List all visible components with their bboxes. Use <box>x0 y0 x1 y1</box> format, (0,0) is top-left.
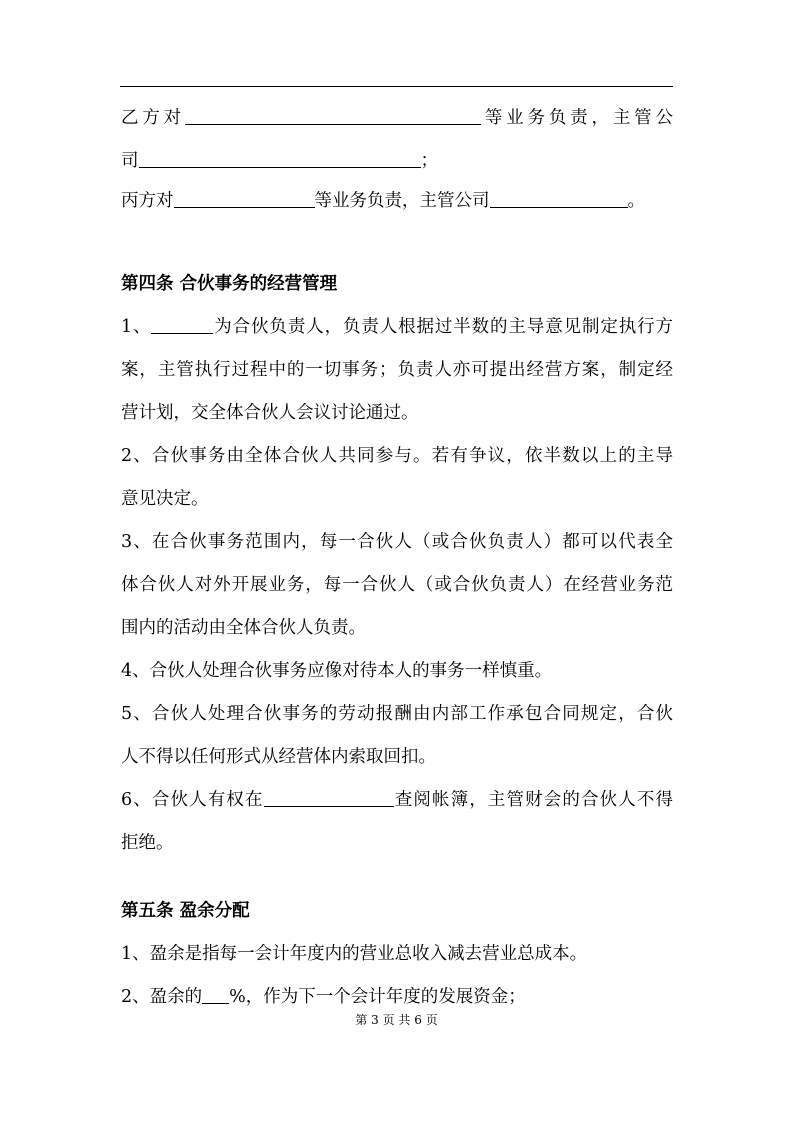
header-rule <box>120 86 673 87</box>
page-footer <box>0 1012 793 1028</box>
party-c-text: 等业务负责，主管公司 <box>314 191 490 211</box>
semicolon: ； <box>420 151 438 171</box>
period: 。 <box>627 191 645 211</box>
party-b-line <box>121 103 673 133</box>
clause-4-p3-line-3: 围内的活动由全体合伙人负责。 <box>121 618 366 638</box>
footer-label-2: 页 共 <box>382 1013 411 1027</box>
party-b-label: 乙方对 <box>121 108 185 128</box>
clause-4-p1-text: 为合伙负责人，负责人根据过半数的主导意见制定执行方 <box>213 317 673 337</box>
clause-4-p1-line-1 <box>121 312 673 342</box>
party-c-company-blank[interactable] <box>490 187 628 208</box>
clause-5-p2-text-a: 2、盈余的 <box>121 987 203 1007</box>
clause-5-p2-text-b: %，作为下一个会计年度的发展资金； <box>229 987 526 1007</box>
item-number: 1、 <box>121 317 152 337</box>
party-c-label: 丙方对 <box>121 191 174 211</box>
party-b-text: 等业务负责，主管公 <box>481 108 673 128</box>
clause-4-p4: 4、合伙人处理合伙事务应像对待本人的事务一样慎重。 <box>121 661 553 681</box>
footer-label-1: 第 <box>355 1013 368 1027</box>
clause-4-p6-line-1 <box>121 785 673 815</box>
surplus-percent-blank[interactable] <box>202 983 229 1004</box>
clause-4-p6-text-a: 6、合伙人有权在 <box>121 790 264 810</box>
party-b-company-blank[interactable] <box>139 147 421 168</box>
clause-4-p6-line-2: 拒绝。 <box>121 833 174 853</box>
clause-4-p6-text-b: 查阅帐簿，主管财会的合伙人不得 <box>393 790 674 810</box>
clause-4-p1-line-2: 案，主管执行过程中的一切事务；负责人亦可提出经营方案，制定经 <box>121 360 673 380</box>
party-c-business-blank[interactable] <box>174 187 315 208</box>
clause-5-p1: 1、盈余是指每一会计年度内的营业总收入减去营业总成本。 <box>121 944 588 964</box>
footer-label-3: 页 <box>425 1013 438 1027</box>
clause-4-p5-line-2: 人不得以任何形式从经营体内索取回扣。 <box>121 747 436 767</box>
clause-4-p3-line-1: 3、在合伙事务范围内，每一合伙人（或合伙负责人）都可以代表全 <box>121 532 673 552</box>
total-pages-number: 6 <box>414 1013 422 1027</box>
clause-4-p1-line-3: 营计划，交全体合伙人会议讨论通过。 <box>121 403 419 423</box>
responsible-person-blank[interactable] <box>151 313 213 334</box>
party-b-company-label: 司 <box>121 151 139 171</box>
party-c-line <box>121 186 673 216</box>
ledger-location-blank[interactable] <box>264 786 394 807</box>
clause-4-p2-line-1: 2、合伙事务由全体合伙人共同参与。若有争议，依半数以上的主导 <box>121 446 673 466</box>
party-b-business-blank[interactable] <box>185 104 481 125</box>
clause-4-p2-line-2: 意见决定。 <box>121 489 209 509</box>
clause-4-p5-line-1: 5、合伙人处理合伙事务的劳动报酬由内部工作承包合同规定，合伙 <box>121 704 673 724</box>
clause-4-heading: 第四条 合伙事务的经营管理 <box>121 274 338 294</box>
clause-5-heading: 第五条 盈余分配 <box>121 901 250 921</box>
clause-4-p3-line-2: 体合伙人对外开展业务，每一合伙人（或合伙负责人）在经营业务范 <box>121 575 673 595</box>
clause-5-p2 <box>121 982 673 1012</box>
current-page-number: 3 <box>371 1013 379 1027</box>
party-b-line-2 <box>121 146 673 176</box>
